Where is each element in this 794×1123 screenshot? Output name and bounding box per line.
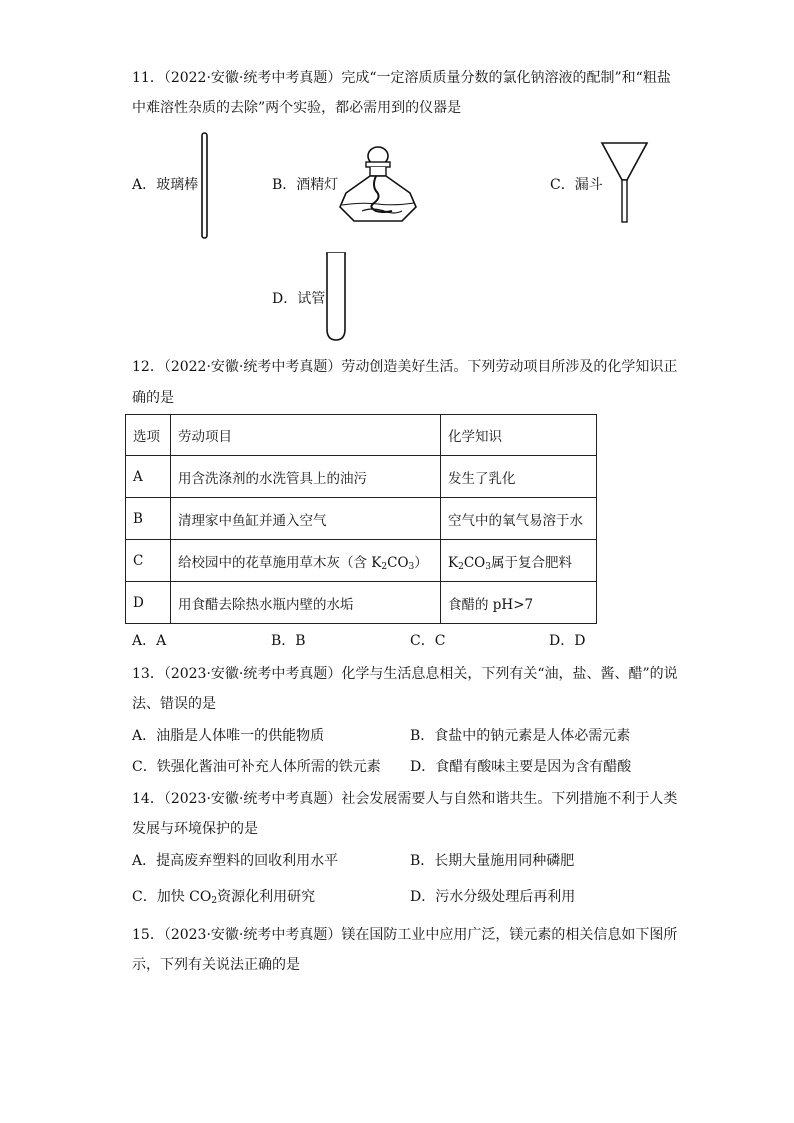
q13-option-b: B．食盐中的钠元素是人体必需元素 xyxy=(410,728,631,744)
q12-stem-line1: 12．（2022·安徽·统考中考真题）劳动创造美好生活。下列劳动项目所涉及的化学知识正 xyxy=(132,359,678,375)
q11-option-b: B．酒精灯 xyxy=(272,177,339,193)
q11-option-a: A．玻璃棒 xyxy=(132,177,199,193)
q12-answer-c: C．C xyxy=(410,633,446,649)
funnel-icon xyxy=(600,140,650,225)
q13-stem-line2: 法、错误的是 xyxy=(132,696,216,712)
cell-project: 给校园中的花草施用草木灰（含 $K_2CO_3$） xyxy=(171,540,441,582)
header-knowledge: 化学知识 xyxy=(441,415,597,456)
q11-option-d: D．试管 xyxy=(272,291,326,307)
q14-option-d: D．污水分级处理后再利用 xyxy=(410,889,576,905)
table-row xyxy=(126,498,597,540)
cell-knowledge: 发生了乳化 xyxy=(441,456,597,498)
header-project: 劳动项目 xyxy=(171,415,441,456)
q14-option-b: B．长期大量施用同种磷肥 xyxy=(410,853,575,869)
q14-stem-line1: 14．（2023·安徽·统考中考真题）社会发展需要人与自然和谐共生。下列措施不利于人类 xyxy=(132,791,678,807)
cell-knowledge: 食醋的 pH>7 xyxy=(441,582,597,624)
q12-answer-a: A．A xyxy=(132,633,167,649)
q15-stem-line2: 示，下列有关说法正确的是 xyxy=(132,957,300,973)
q14-option-a: A．提高废弃塑料的回收利用水平 xyxy=(132,853,339,869)
q13-option-c: C．铁强化酱油可补充人体所需的铁元素 xyxy=(132,759,381,775)
cell-option: A xyxy=(126,456,171,498)
cell-project: 清理家中鱼缸并通入空气 xyxy=(171,498,441,540)
cell-option: C xyxy=(126,540,171,582)
header-option: 选项 xyxy=(126,415,171,456)
q13-stem-line1: 13．（2023·安徽·统考中考真题）化学与生活息息相关，下列有关“油，盐、酱、醋”的说 xyxy=(132,666,678,682)
q11-stem-line1: 11．（2022·安徽·统考中考真题）完成“一定溶质质量分数的氯化钠溶液的配制”和“粗盐 xyxy=(132,70,671,86)
q13-option-d: D．食醋有酸味主要是因为含有醋酸 xyxy=(410,759,632,775)
glass-rod-icon xyxy=(199,132,211,240)
q15-stem-line1: 15．（2023·安徽·统考中考真题）镁在国防工业中应用广泛，镁元素的相关信息如下图所 xyxy=(132,927,678,943)
q14-option-c: C．加快 $CO_2$资源化利用研究 xyxy=(132,889,316,906)
q12-answer-b: B．B xyxy=(271,633,306,649)
q12-stem-line2: 确的是 xyxy=(132,390,174,406)
test-tube-icon xyxy=(323,251,349,343)
q13-option-a: A．油脂是人体唯一的供能物质 xyxy=(132,728,325,744)
table-row xyxy=(126,582,597,624)
q12-answer-d: D．D xyxy=(549,633,586,649)
table-row xyxy=(126,540,597,582)
cell-project: 用含洗涤剂的水洗管具上的油污 xyxy=(171,456,441,498)
cell-knowledge: 空气中的氧气易溶于水 xyxy=(441,498,597,540)
table-header-row xyxy=(126,415,597,456)
q11-stem-line2: 中难溶性杂质的去除”两个实验，都必需用到的仪器是 xyxy=(132,100,462,116)
cell-knowledge: $K_2CO_3$属于复合肥料 xyxy=(441,540,597,582)
q14-stem-line2: 发展与环境保护的是 xyxy=(132,821,258,837)
alcohol-lamp-icon xyxy=(332,145,424,225)
q11-option-c: C．漏斗 xyxy=(550,177,603,193)
cell-option: D xyxy=(126,582,171,624)
cell-project: 用食醋去除热水瓶内壁的水垢 xyxy=(171,582,441,624)
cell-option: B xyxy=(126,498,171,540)
table-row xyxy=(126,456,597,498)
q12-table xyxy=(125,414,597,624)
